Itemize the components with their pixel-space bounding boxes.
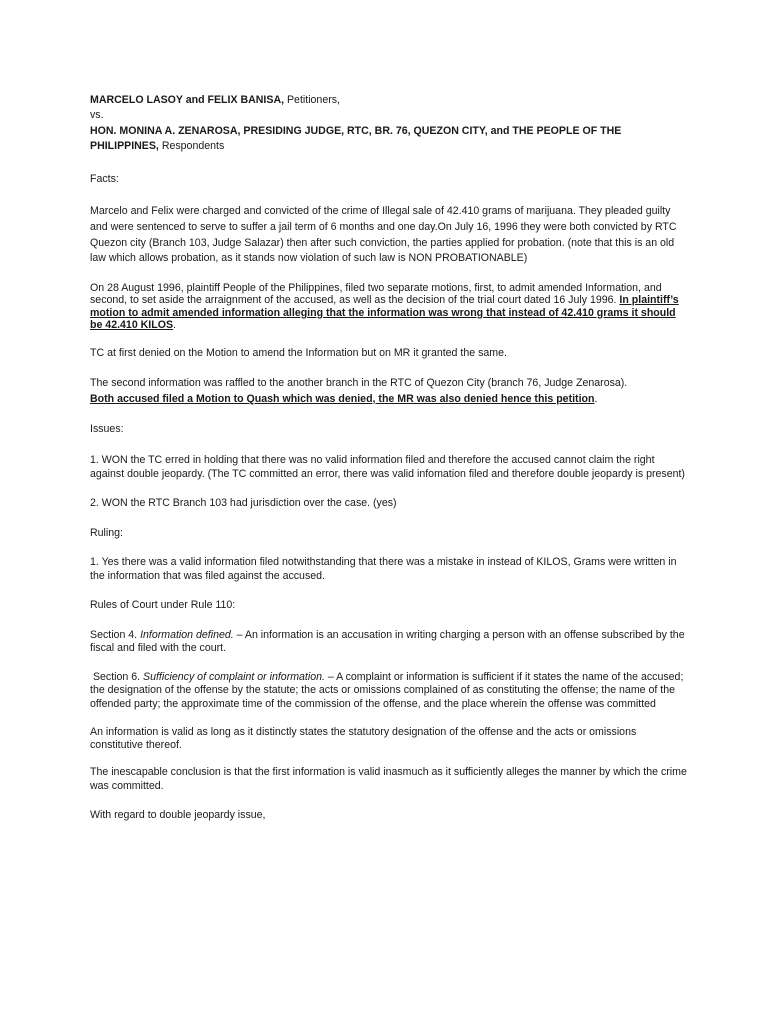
caption-versus: vs. <box>90 109 104 122</box>
conclusion-paragraph: The inescapable conclusion is that the first information is valid inasmuch as it sufficiently alleges the manner by which the crime was committed. <box>90 766 687 792</box>
respondents-names: HON. MONINA A. ZENAROSA, PRESIDING JUDGE, RTC, BR. 76, QUEZON CITY, and THE PEOPLE OF THE PHILIPPINES, <box>90 124 622 153</box>
facts-paragraph-4-emphasis: Both accused filed a Motion to Quash which was denied, the MR was also denied hence this petition <box>90 392 595 405</box>
petitioners-role: Petitioners, <box>284 94 340 106</box>
caption-petitioners <box>90 93 690 108</box>
facts-paragraph-4 <box>90 376 690 407</box>
facts-paragraph-1: Marcelo and Felix were charged and convicted of the crime of Illegal sale of 42.410 grams of marijuana. They pleaded guilty and were sentenced to serve to suffer a jail term of 6 months and one day.On July 16, 1996 they were both convicted by RTC Quezon city (Branch 103, Judge Salazar) then after such conviction, the parties applied for probation. (note that this is an old law which allows probation, as it stands now violation of such law is NON PROBATIONABLE) <box>90 205 677 265</box>
facts-paragraph-4-text: The second information was raffled to the another branch in the RTC of Quezon City (branch 76, Judge Zenarosa). <box>90 377 628 390</box>
document-page <box>90 93 690 824</box>
section-6-text: – A complaint or information is sufficient if it states the name of the accused; the designation of the offense by the statute; the acts or omissions complained of as constituting the offense; the name of the offended party; the approximate time of the commission of the offense, and the place wherein the offense was committed <box>90 670 687 710</box>
facts-paragraph-2-end: . <box>173 318 176 331</box>
facts-heading: Facts: <box>90 172 119 185</box>
issue-item-2: 2. WON the RTC Branch 103 had jurisdiction over the case. (yes) <box>90 496 397 509</box>
section-4-label: Section 4. <box>90 628 141 641</box>
section-4-title: Information defined. <box>140 628 234 641</box>
facts-paragraph-4-end: . <box>594 392 598 405</box>
facts-paragraph-2 <box>90 282 690 331</box>
section-6 <box>90 671 690 712</box>
respondents-role: Respondents <box>158 140 225 153</box>
section-6-label: Section 6. <box>90 670 144 683</box>
facts-paragraph-3: TC at first denied on the Motion to amend the Information but on MR it granted the same. <box>90 347 507 360</box>
rules-heading: Rules of Court under Rule 110: <box>90 599 236 612</box>
caption-respondents <box>90 124 690 155</box>
facts-paragraph-2-emphasis: In plaintiff’s motion to admit amended information alleging that the information was wrong that instead of 42.410 grams it should be 42.410 KILOS <box>90 294 679 331</box>
ruling-item-1: 1. Yes there was a valid information filed notwithstanding that there was a mistake in instead of KILOS, Grams were written in the information that was filed against the accused. <box>90 556 677 582</box>
issue-item-1: 1. WON the TC erred in holding that there was no valid information filed and therefore the accused cannot claim the right against double jeopardy. (The TC committed an error, there was valid infomation filed and therefore double jeopardy is present) <box>90 453 685 480</box>
facts-paragraph-2-text: On 28 August 1996, plaintiff People of the Philippines, filed two separate motions, first, to admit amended Information, and second, to set aside the arraignment of the accused, as well as the decision of the trial court dated 16 July 1996. <box>90 282 662 307</box>
valid-information-paragraph: An information is valid as long as it distinctly states the statutory designation of the offense and the acts or omissions constitutive thereof. <box>90 726 637 751</box>
section-4-text: – An information is an accusation in writing charging a person with an offense subscribed by the fiscal and filed with the court. <box>90 628 685 655</box>
issues-heading: Issues: <box>90 423 124 436</box>
ruling-heading: Ruling: <box>90 527 123 540</box>
section-4 <box>90 629 690 656</box>
section-6-title: Sufficiency of complaint or information. <box>143 670 325 683</box>
petitioners-names: MARCELO LASOY and FELIX BANISA, <box>90 94 285 106</box>
double-jeopardy-paragraph: With regard to double jeopardy issue, <box>90 809 266 822</box>
